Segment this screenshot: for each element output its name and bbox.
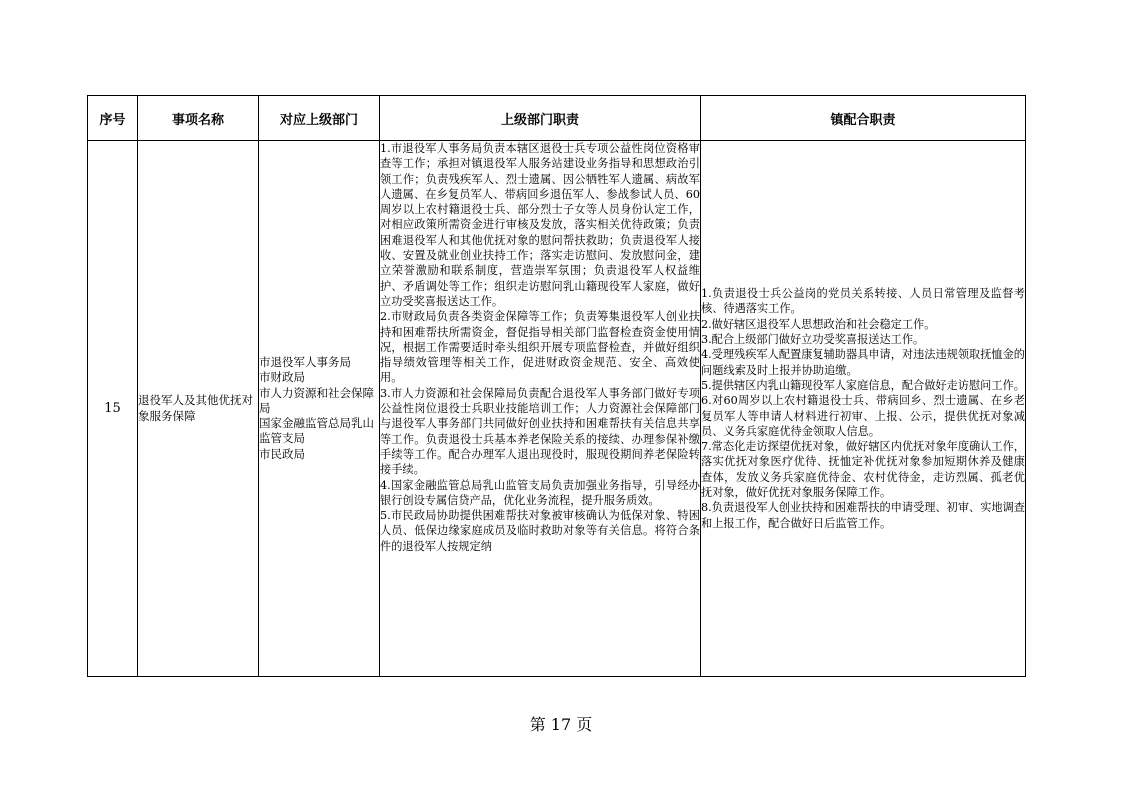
duties-table bbox=[87, 95, 1026, 677]
duty-paragraph: 1.市退役军人事务局负责本辖区退役士兵专项公益性岗位资格审查等工作；承担对镇退役军人服务站建设业务指导和思想政治引领工作；负责残疾军人、烈士遗属、因公牺牲军人遗属、病故军人遗属、在乡复员军人、带病回乡退伍军人、参战参试人员、60周岁以上农村籍退役士兵、部分烈士子女等人员身份认定工作，对相应政策所需资金进行审核及发放，落实相关优待政策；负责困难退役军人和其他优抚对象的慰问帮扶救助；负责退役军人接收、安置及就业创业扶持工作；落实走访慰问、发放慰问金，建立荣誉激励和联系制度，营造崇军氛围；负责退役军人权益维护、矛盾调处等工作；组织走访慰问乳山籍现役军人家庭，做好立功受奖喜报送达工作。 bbox=[380, 142, 700, 308]
coop-paragraph: 5.提供辖区内乳山籍现役军人家庭信息，配合做好走访慰问工作。 bbox=[701, 378, 1025, 392]
header-department: 对应上级部门 bbox=[259, 96, 380, 141]
header-dept-duties: 上级部门职责 bbox=[380, 96, 701, 141]
header-item-name: 事项名称 bbox=[138, 96, 259, 141]
town-coop-duties bbox=[701, 141, 1026, 677]
duty-paragraph: 4.国家金融监管总局乳山监管支局负责加强业务指导，引导经办银行创设专属信贷产品，优化业务流程，提升服务质效。 bbox=[380, 478, 700, 507]
header-town-coop: 镇配合职责 bbox=[701, 96, 1026, 141]
department-item: 市民政局 bbox=[259, 446, 305, 461]
coop-paragraph: 1.负责退役士兵公益岗的党员关系转接、人员日常管理及监督考核、待遇落实工作。 bbox=[701, 287, 1025, 316]
duty-paragraph: 2.市财政局负责各类资金保障等工作；负责筹集退役军人创业扶持和困难帮扶所需资金，督促指导相关部门监督检查资金使用情况，根据工作需要适时牵头组织开展专项监督检查，并做好组织指导绩效管理等相关工作，促进财政资金规范、安全、高效使用。 bbox=[380, 310, 700, 385]
coop-paragraph: 6.对60周岁以上农村籍退役士兵、带病回乡、烈士遗属、在乡老复员军人等申请人材料进行初审、上报、公示，提供优抚对象减员、义务兵家庭优待金领取人信息。 bbox=[701, 394, 1025, 438]
page-number: 第 17 页 bbox=[529, 715, 593, 734]
duty-paragraph: 3.市人力资源和社会保障局负责配合退役军人事务部门做好专项公益性岗位退役士兵职业技能培训工作；人力资源社会保障部门与退役军人事务部门共同做好创业扶持和困难帮扶有关信息共享等工作。负责退役士兵基本养老保险关系的接续、办理参保补缴手续等工作。配合办理军人退出现役时，服现役期间养老保险转接手续。 bbox=[380, 386, 700, 477]
coop-paragraph: 3.配合上级部门做好立功受奖喜报送达工作。 bbox=[701, 333, 925, 347]
table-row bbox=[88, 141, 1026, 677]
coop-paragraph: 2.做好辖区退役军人思想政治和社会稳定工作。 bbox=[701, 317, 936, 331]
department-item: 市财政局 bbox=[259, 370, 305, 385]
coop-paragraph: 7.常态化走访探望优抚对象，做好辖区内优抚对象年度确认工作，落实优抚对象医疗优待、抚恤定补优抚对象参加短期休养及健康查体，发放义务兵家庭优待金、农村优待金，走访烈属、孤老优抚对象，做好优抚对象服务保障工作。 bbox=[701, 440, 1025, 499]
dept-duties bbox=[380, 141, 701, 677]
header-no: 序号 bbox=[88, 96, 138, 141]
coop-paragraph: 4.受理残疾军人配置康复辅助器具申请，对违法违规领取抚恤金的问题线索及时上报并协助追缴。 bbox=[701, 348, 1025, 377]
duty-paragraph: 5.市民政局协助提供困难帮扶对象被审核确认为低保对象、特困人员、低保边缘家庭成员及临时救助对象等有关信息。将符合条件的退役军人按规定纳 bbox=[380, 509, 700, 553]
item-name: 退役军人及其他优抚对象服务保障 bbox=[138, 141, 259, 677]
header-row bbox=[88, 96, 1026, 141]
department-item: 市人力资源和社会保障局 bbox=[259, 385, 374, 415]
department-list bbox=[259, 141, 380, 677]
coop-paragraph: 8.负责退役军人创业扶持和困难帮扶的申请受理、初审、实地调查和上报工作，配合做好日后监管工作。 bbox=[701, 501, 1025, 530]
row-number: 15 bbox=[88, 141, 138, 677]
department-item: 国家金融监管总局乳山监管支局 bbox=[259, 416, 374, 446]
department-item: 市退役军人事务局 bbox=[259, 354, 351, 369]
